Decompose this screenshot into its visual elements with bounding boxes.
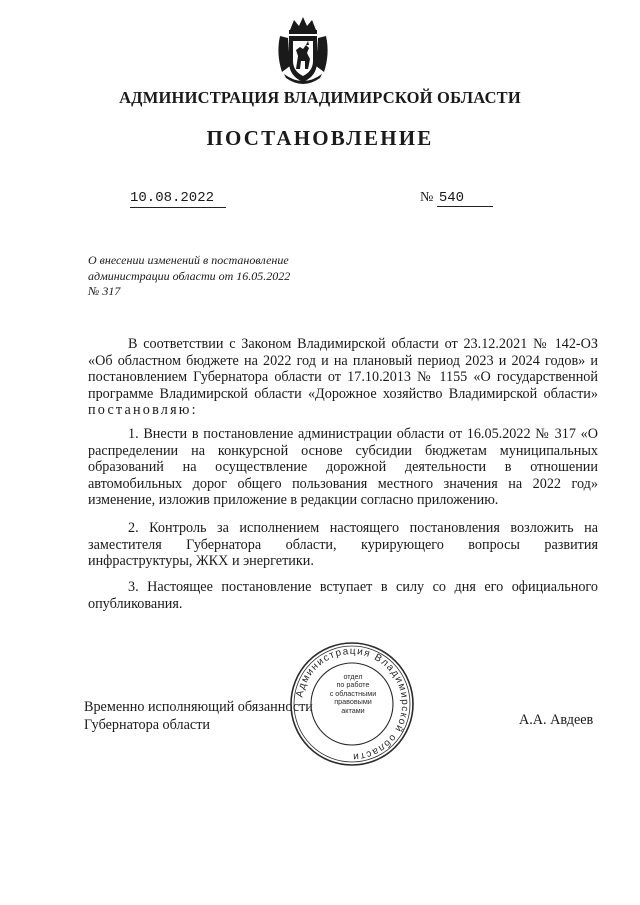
stamp-line: актами: [341, 705, 365, 715]
stamp-line: с областными: [329, 688, 377, 698]
signatory-name: А.А. Авдеев: [519, 712, 594, 728]
document-date: 10.08.2022: [130, 190, 226, 208]
decree-word: постановляю:: [88, 402, 198, 419]
number-prefix: №: [420, 190, 434, 205]
document-number: 540: [437, 190, 493, 207]
item-3-paragraph: 3. Настоящее постановление вступает в силу со дня его официального опубликования.: [88, 579, 598, 612]
item-2-paragraph: 2. Контроль за исполнением настоящего постановления возложить на заместителя Губернатора области, курирующего вопросы развития инфраструктуры, ЖКХ и энергетики.: [88, 520, 598, 570]
preamble-paragraph: [88, 336, 598, 419]
stamp-line: правовыми: [334, 697, 372, 707]
signatory-position: [84, 698, 313, 734]
subject-line: администрации области от 16.05.2022: [88, 268, 291, 283]
stamp-ring-text: Администрация Владимирской области: [294, 645, 411, 763]
item-1-paragraph: 1. Внести в постановление администрации области от 16.05.2022 № 317 «О распределении на конкурсной основе субсидии бюджетам муниципальных образований на осуществление дорожной деятельности в отношении автомобильных дорог общего пользования местного значения на 2022 год» изменение, изложив приложение в редакции согласно приложению.: [88, 426, 598, 509]
preamble-text: В соответствии с Законом Владимирской области от 23.12.2021 № 142-ОЗ «Об областном бюджете на 2022 год и на плановый период 2023 и 2024 годов» и постановлением Губернатора области от 17.10.2013 № 1155 «О государственной программе Владимирской области «Дорожное хозяйство Владимирской области»: [88, 336, 598, 402]
position-line: Губернатора области: [84, 717, 210, 733]
stamp-line: по работе: [336, 680, 370, 690]
document-number-field: [420, 190, 493, 207]
position-line: Временно исполняющий обязанности: [84, 699, 313, 715]
organization-name: АДМИНИСТРАЦИЯ ВЛАДИМИРСКОЙ ОБЛАСТИ: [119, 88, 521, 107]
document-type: ПОСТАНОВЛЕНИЕ: [206, 126, 434, 150]
stamp-center-text: [322, 673, 384, 715]
subject-line: № 317: [88, 284, 121, 298]
coat-of-arms-icon: [272, 14, 334, 86]
stamp-line: отдел: [343, 672, 363, 681]
document-subject: [88, 253, 318, 300]
subject-line: О внесении изменений в постановление: [88, 253, 289, 267]
